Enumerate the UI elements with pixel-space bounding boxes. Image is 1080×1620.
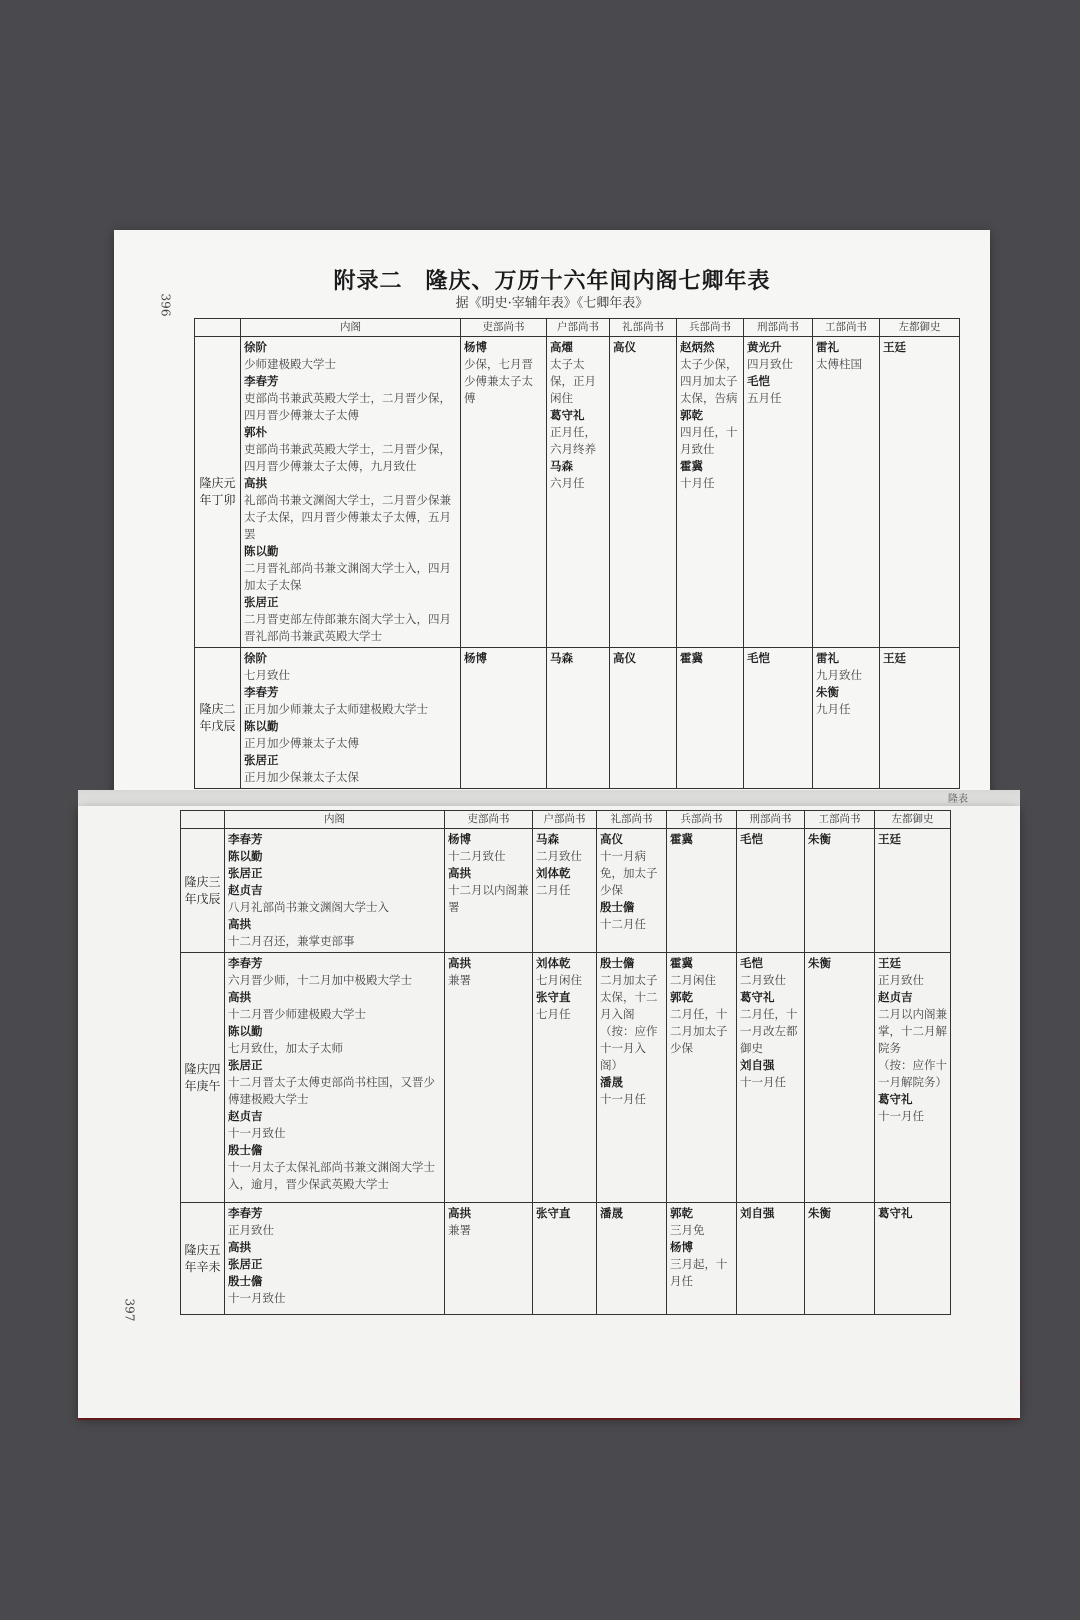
table-cell (737, 1203, 805, 1315)
table-cell (533, 953, 597, 1203)
table-cell (805, 953, 875, 1203)
year-cell: 隆庆元年丁卯 (195, 337, 241, 648)
appointment-note: 十一月任 (600, 1092, 646, 1106)
table-row (195, 648, 960, 789)
appointment-note: 六月晋少师，十二月加中极殿大学士 (228, 973, 412, 987)
table-cell (225, 1203, 445, 1315)
official-name: 郭乾 (670, 990, 693, 1004)
table-cell (241, 337, 461, 648)
appointment-note: 二月任 (536, 883, 571, 897)
table-cell (597, 1203, 667, 1315)
official-name: 葛守礼 (878, 1206, 913, 1220)
official-name: 朱衡 (808, 956, 831, 970)
official-name: 杨博 (464, 651, 487, 665)
table-cell (597, 829, 667, 953)
appointment-note: 二月晋礼部尚书兼文渊阁大学士入，四月加太子太保 (244, 561, 451, 592)
table-cell (813, 337, 880, 648)
appointment-note: 六月任 (550, 476, 585, 490)
appointment-note: 十二月晋太子太傅吏部尚书柱国，又晋少傅建极殿大学士 (228, 1075, 435, 1106)
header-7: 工部尚书 (813, 319, 880, 337)
year-cell: 隆庆四年庚午 (181, 953, 225, 1203)
table-cell (677, 648, 744, 789)
appointment-note: 十二月以内阁兼署 (448, 883, 529, 914)
official-name: 李春芳 (228, 956, 263, 970)
table-cell (805, 1203, 875, 1315)
table-cell (610, 337, 677, 648)
appointment-note: 十一月太子太保礼部尚书兼文渊阁大学士入，逾月，晋少保武英殿大学士 (228, 1160, 435, 1191)
table-cell (445, 953, 533, 1203)
appointment-note: 二月以内阁兼掌，十二月解院务 (878, 1007, 947, 1055)
header-7: 工部尚书 (805, 811, 875, 829)
table-cell (744, 648, 813, 789)
official-name: 刘体乾 (536, 956, 571, 970)
official-name: 高拱 (228, 990, 251, 1004)
header-2: 吏部尚书 (461, 319, 547, 337)
appointment-note: 少保，七月晋少傅兼太子太傅 (464, 357, 533, 405)
appointment-note: 二月任，十一月改左都御史 (740, 1007, 798, 1055)
official-name: 张守直 (536, 1206, 571, 1220)
header-1: 内阁 (225, 811, 445, 829)
official-name: 高拱 (448, 866, 471, 880)
header-5: 兵部尚书 (677, 319, 744, 337)
table-cell (597, 953, 667, 1203)
header-year (181, 811, 225, 829)
header-8: 左都御史 (880, 319, 960, 337)
appointment-note: 十一月致仕 (228, 1126, 286, 1140)
appointment-note: 九月任 (816, 702, 851, 716)
table-cell (737, 953, 805, 1203)
table-cell (667, 953, 737, 1203)
year-cell: 隆庆五年辛未 (181, 1203, 225, 1315)
official-name: 毛恺 (747, 374, 770, 388)
appointment-note: 十月任 (680, 476, 715, 490)
table-header-row (195, 319, 960, 337)
appointment-note: 正月任，六月终养 (550, 425, 596, 456)
appointment-note: 十一月任 (740, 1075, 786, 1089)
official-name: 马森 (536, 832, 559, 846)
appointment-note: 十一月任 (878, 1109, 924, 1123)
appointment-note: 四月致仕 (747, 357, 793, 371)
official-name: 张居正 (244, 753, 279, 767)
table-cell (445, 1203, 533, 1315)
header-4: 礼部尚书 (610, 319, 677, 337)
official-name: 朱衡 (808, 832, 831, 846)
appointment-note: 正月加少傅兼太子太傅 (244, 736, 359, 750)
official-name: 刘自强 (740, 1206, 775, 1220)
official-name: 王廷 (883, 651, 906, 665)
appointment-note: 吏部尚书兼武英殿大学士，二月晋少保，四月晋少傅兼太子太傅 (244, 391, 451, 422)
header-1: 内阁 (241, 319, 461, 337)
official-name: 高拱 (448, 956, 471, 970)
table-cell (225, 829, 445, 953)
appointment-note: 兼署 (448, 1223, 471, 1237)
official-name: 高燿 (550, 340, 573, 354)
appointment-note: 十一月病免，加太子少保 (600, 849, 658, 897)
official-name: 殷士儋 (600, 956, 635, 970)
official-name: 雷礼 (816, 340, 839, 354)
year-cell: 隆庆二年戊辰 (195, 648, 241, 789)
cabinet-table-bottom (180, 810, 951, 1315)
appointment-note: 少师建极殿大学士 (244, 357, 336, 371)
official-name: 雷礼 (816, 651, 839, 665)
table-cell (677, 337, 744, 648)
appointment-note: 兼署 (448, 973, 471, 987)
year-cell: 隆庆三年戊辰 (181, 829, 225, 953)
official-name: 张守直 (536, 990, 571, 1004)
table-cell (610, 648, 677, 789)
appointment-note: 吏部尚书兼武英殿大学士，二月晋少保，四月晋少傅兼太子太傅，九月致仕 (244, 442, 451, 473)
table-cell (875, 829, 951, 953)
appointment-note: 七月致仕 (244, 668, 290, 682)
table-cell (875, 1203, 951, 1315)
official-name: 李春芳 (228, 832, 263, 846)
appointment-note: 十二月任 (600, 917, 646, 931)
appendix-title: 附录二 隆庆、万历十六年间内阁七卿年表 (333, 269, 771, 294)
appointment-note: 太子太保，正月闲住 (550, 357, 596, 405)
table-header-row (181, 811, 951, 829)
appointment-note: 八月礼部尚书兼文渊阁大学士入 (228, 900, 389, 914)
official-name: 张居正 (228, 1058, 263, 1072)
official-name: 赵炳然 (680, 340, 715, 354)
appointment-note: 二月加太子太保，十二月入阁 (600, 973, 658, 1021)
official-name: 刘体乾 (536, 866, 571, 880)
official-name: 张居正 (228, 866, 263, 880)
header-3: 户部尚书 (547, 319, 610, 337)
header-2: 吏部尚书 (445, 811, 533, 829)
official-name: 陈以勤 (244, 719, 279, 733)
page-number-bottom: 397 (122, 1298, 137, 1322)
official-name: 黄光升 (747, 340, 782, 354)
official-name: 朱衡 (808, 1206, 831, 1220)
official-name: 霍冀 (680, 651, 703, 665)
official-name: 刘自强 (740, 1058, 775, 1072)
official-name: 赵贞吉 (228, 883, 263, 897)
official-name: 陈以勤 (244, 544, 279, 558)
official-name: 郭乾 (680, 408, 703, 422)
appointment-note: 十一月致仕 (228, 1291, 286, 1305)
official-name: 王廷 (878, 832, 901, 846)
official-name: 张居正 (244, 595, 279, 609)
appointment-note: 九月致仕 (816, 668, 862, 682)
official-name: 杨博 (670, 1240, 693, 1254)
table-cell (805, 829, 875, 953)
official-name: 殷士儋 (228, 1143, 263, 1157)
official-name: 陈以勤 (228, 849, 263, 863)
table-cell (667, 829, 737, 953)
table-cell (744, 337, 813, 648)
appointment-note: 五月任 (747, 391, 782, 405)
appointment-note: 十二月致仕 (448, 849, 506, 863)
official-name: 郭朴 (244, 425, 267, 439)
official-name: 霍冀 (680, 459, 703, 473)
official-name: 王廷 (878, 956, 901, 970)
official-name: 马森 (550, 651, 573, 665)
header-6: 刑部尚书 (737, 811, 805, 829)
table-cell (813, 648, 880, 789)
official-name: 潘晟 (600, 1206, 623, 1220)
official-name: 高拱 (228, 917, 251, 931)
official-name: 葛守礼 (878, 1092, 913, 1106)
page-397 (78, 794, 1020, 1418)
official-name: 高拱 (244, 476, 267, 490)
table-row (181, 953, 951, 1203)
header-6: 刑部尚书 (744, 319, 813, 337)
appointment-note: 七月闲住 (536, 973, 582, 987)
table-cell (461, 337, 547, 648)
official-name: 朱衡 (816, 685, 839, 699)
table-cell (547, 337, 610, 648)
table-cell (880, 337, 960, 648)
appendix-subtitle: 据《明史·宰辅年表》《七卿年表》 (455, 296, 649, 311)
official-name: 马森 (550, 459, 573, 473)
header-5: 兵部尚书 (667, 811, 737, 829)
table-row (181, 1203, 951, 1315)
table-cell (445, 829, 533, 953)
official-name: 赵贞吉 (228, 1109, 263, 1123)
appointment-note: 礼部尚书兼文渊阁大学士，二月晋少保兼太子太保，四月晋少傅兼太子太傅，五月罢 (244, 493, 451, 541)
official-name: 高拱 (448, 1206, 471, 1220)
official-name: 高仪 (613, 651, 636, 665)
table-row (195, 337, 960, 648)
official-name: 葛守礼 (550, 408, 585, 422)
official-name: 高仪 (613, 340, 636, 354)
appointment-note: （按：应作十一月解院务） (878, 1058, 947, 1089)
appointment-note: 七月致仕，加太子太师 (228, 1041, 343, 1055)
official-name: 徐阶 (244, 340, 267, 354)
table-cell (533, 1203, 597, 1315)
official-name: 毛恺 (740, 832, 763, 846)
appointment-note: 十二月召还，兼掌吏部事 (228, 934, 355, 948)
official-name: 郭乾 (670, 1206, 693, 1220)
appointment-note: 正月致仕 (878, 973, 924, 987)
appointment-note: 七月任 (536, 1007, 571, 1021)
official-name: 高拱 (228, 1240, 251, 1254)
official-name: 李春芳 (228, 1206, 263, 1220)
appointment-note: 二月致仕 (536, 849, 582, 863)
table-cell (461, 648, 547, 789)
table-cell (880, 648, 960, 789)
appointment-note: （按：应作十一月入阁） (600, 1024, 658, 1072)
official-name: 葛守礼 (740, 990, 775, 1004)
table-cell (533, 829, 597, 953)
official-name: 李春芳 (244, 374, 279, 388)
official-name: 李春芳 (244, 685, 279, 699)
official-name: 杨博 (448, 832, 471, 846)
appointment-note: 太傅柱国 (816, 357, 862, 371)
official-name: 张居正 (228, 1257, 263, 1271)
official-name: 殷士儋 (228, 1274, 263, 1288)
table-cell (547, 648, 610, 789)
official-name: 霍冀 (670, 832, 693, 846)
table-cell (737, 829, 805, 953)
table-cell (875, 953, 951, 1203)
header-4: 礼部尚书 (597, 811, 667, 829)
appointment-note: 正月加少师兼太子太师建极殿大学士 (244, 702, 428, 716)
official-name: 毛恺 (747, 651, 770, 665)
appointment-note: 二月晋吏部左侍郎兼东阁大学士入，四月晋礼部尚书兼武英殿大学士 (244, 612, 451, 643)
running-head: 隆表 (948, 794, 968, 805)
official-name: 陈以勤 (228, 1024, 263, 1038)
official-name: 赵贞吉 (878, 990, 913, 1004)
appointment-note: 三月免 (670, 1223, 705, 1237)
official-name: 潘晟 (600, 1075, 623, 1089)
appointment-note: 正月加少保兼太子太保 (244, 770, 359, 784)
appointment-note: 二月任，十二月加太子少保 (670, 1007, 728, 1055)
official-name: 杨博 (464, 340, 487, 354)
header-year (195, 319, 241, 337)
appointment-note: 十二月晋少师建极殿大学士 (228, 1007, 366, 1021)
official-name: 霍冀 (670, 956, 693, 970)
table-cell (241, 648, 461, 789)
header-8: 左都御史 (875, 811, 951, 829)
appointment-note: 三月起，十月任 (670, 1257, 728, 1288)
appointment-note: 太子少保，四月加太子太保，告病 (680, 357, 738, 405)
official-name: 高仪 (600, 832, 623, 846)
official-name: 毛恺 (740, 956, 763, 970)
official-name: 徐阶 (244, 651, 267, 665)
page-396 (114, 230, 990, 805)
appointment-note: 二月闲住 (670, 973, 716, 987)
appointment-note: 二月致仕 (740, 973, 786, 987)
official-name: 殷士儋 (600, 900, 635, 914)
cabinet-table-top (194, 318, 960, 789)
header-3: 户部尚书 (533, 811, 597, 829)
page-number-top: 396 (158, 293, 173, 317)
table-cell (667, 1203, 737, 1315)
table-row (181, 829, 951, 953)
table-cell (225, 953, 445, 1203)
appointment-note: 正月致仕 (228, 1223, 274, 1237)
appointment-note: 四月任，十月致仕 (680, 425, 738, 456)
official-name: 王廷 (883, 340, 906, 354)
